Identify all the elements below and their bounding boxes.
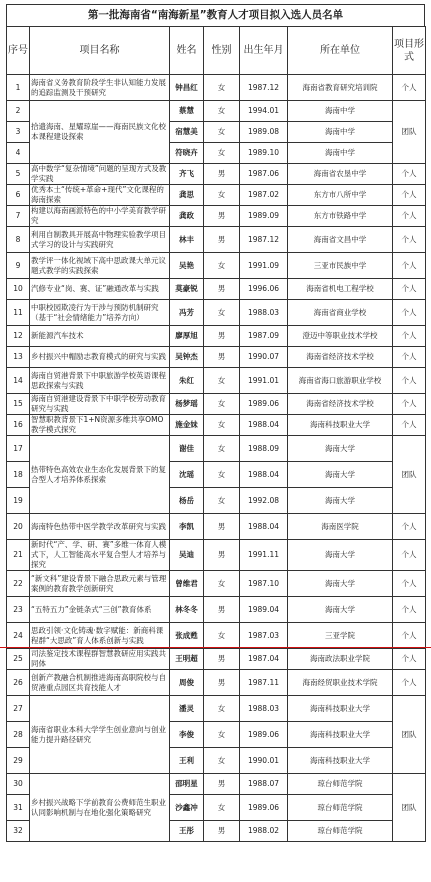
cell-no: 19 xyxy=(7,488,30,514)
cell-form: 个人 xyxy=(393,326,426,347)
cell-gender: 女 xyxy=(204,623,240,649)
cell-no: 10 xyxy=(7,279,30,300)
cell-unit: 三亚学院 xyxy=(288,623,393,649)
cell-name: 沙鑫冲 xyxy=(170,795,204,821)
cell-birth: 1989.04 xyxy=(240,597,288,623)
cell-unit: 海南大学 xyxy=(288,488,393,514)
header-no: 序号 xyxy=(7,27,30,75)
cell-project: 海南省义务教育阶段学生非认知能力发展的追踪监测及干预研究 xyxy=(30,75,170,101)
cell-project: 乡村振兴战略下学前教育公费师范生职业认同影响机制与在地化强化策略研究 xyxy=(30,774,170,842)
document-title: 第一批海南省“南海新星”教育人才项目拟入选人员名单 xyxy=(6,4,425,26)
cell-gender: 女 xyxy=(204,795,240,821)
cell-name: 谢佳 xyxy=(170,436,204,462)
cell-unit: 海南大学 xyxy=(288,571,393,597)
header-row xyxy=(7,27,426,75)
table-row xyxy=(7,394,426,415)
cell-name: 蔡慧 xyxy=(170,101,204,122)
header-gender: 性别 xyxy=(204,27,240,75)
table-row xyxy=(7,415,426,436)
cell-birth: 1987.09 xyxy=(240,326,288,347)
cell-birth: 1989.06 xyxy=(240,722,288,748)
cell-no: 8 xyxy=(7,227,30,253)
cell-gender: 女 xyxy=(204,488,240,514)
table-row xyxy=(7,279,426,300)
cell-no: 5 xyxy=(7,164,30,185)
cell-name: 龚思 xyxy=(170,185,204,206)
table-row xyxy=(7,347,426,368)
cell-form: 团队 xyxy=(393,774,426,842)
cell-gender: 男 xyxy=(204,326,240,347)
cell-name: 符晓卉 xyxy=(170,143,204,164)
cell-gender: 女 xyxy=(204,143,240,164)
cell-project: 海南自贸港建设背景下中职学校劳动教育研究与实践 xyxy=(30,394,170,415)
cell-name: 潘灵 xyxy=(170,696,204,722)
cell-project: 新时代“产、学、研、赛”多维一体育人模式下，人工智能高水平复合型人才培养与探究 xyxy=(30,540,170,571)
cell-form: 团队 xyxy=(393,436,426,514)
cell-birth: 1994.01 xyxy=(240,101,288,122)
cell-birth: 1987.10 xyxy=(240,571,288,597)
cell-gender: 女 xyxy=(204,571,240,597)
cell-no: 9 xyxy=(7,253,30,279)
cell-name: 莫豪锐 xyxy=(170,279,204,300)
table-row xyxy=(7,649,426,670)
table-row xyxy=(7,368,426,394)
cell-gender: 女 xyxy=(204,415,240,436)
cell-gender: 男 xyxy=(204,347,240,368)
cell-name: 王利 xyxy=(170,748,204,774)
cell-gender: 男 xyxy=(204,206,240,227)
table-row xyxy=(7,253,426,279)
cell-name: 施金妹 xyxy=(170,415,204,436)
cell-gender: 女 xyxy=(204,122,240,143)
cell-project: 汽修专业“岗、赛、证”融通改革与实践 xyxy=(30,279,170,300)
cell-gender: 女 xyxy=(204,300,240,326)
cell-name: 龚政 xyxy=(170,206,204,227)
cell-name: 李凯 xyxy=(170,514,204,540)
cell-gender: 男 xyxy=(204,774,240,795)
cell-form: 个人 xyxy=(393,75,426,101)
cell-no: 25 xyxy=(7,649,30,670)
cell-project: 思政引领·文化铸魂·数字赋能：新商科课程群“大思政”育人体系创新与实践 xyxy=(30,623,170,649)
cell-name: 李俊 xyxy=(170,722,204,748)
cell-unit: 海南大学 xyxy=(288,436,393,462)
cell-no: 18 xyxy=(7,462,30,488)
cell-birth: 1987.04 xyxy=(240,649,288,670)
cell-form: 个人 xyxy=(393,227,426,253)
cell-no: 20 xyxy=(7,514,30,540)
cell-form: 个人 xyxy=(393,597,426,623)
table-row xyxy=(7,597,426,623)
cell-birth: 1987.02 xyxy=(240,185,288,206)
cell-birth: 1992.08 xyxy=(240,488,288,514)
cell-gender: 男 xyxy=(204,540,240,571)
cell-name: 沈瑶 xyxy=(170,462,204,488)
cell-unit: 琼台师范学院 xyxy=(288,774,393,795)
cell-gender: 女 xyxy=(204,101,240,122)
cell-name: 邵明星 xyxy=(170,774,204,795)
cell-form: 个人 xyxy=(393,415,426,436)
cell-birth: 1991.09 xyxy=(240,253,288,279)
cell-birth: 1988.03 xyxy=(240,300,288,326)
cell-project: 构建以海南画派特色的中小学美育教学研究 xyxy=(30,206,170,227)
cell-birth: 1987.11 xyxy=(240,670,288,696)
cell-unit: 澄迈中等职业技术学校 xyxy=(288,326,393,347)
table-row xyxy=(7,227,426,253)
table-row xyxy=(7,670,426,696)
cell-no: 16 xyxy=(7,415,30,436)
cell-unit: 东方市铁路中学 xyxy=(288,206,393,227)
cell-name: 王彤 xyxy=(170,821,204,842)
cell-project: “五特五力”金链条式“三创”教育体系 xyxy=(30,597,170,623)
cell-gender: 女 xyxy=(204,75,240,101)
cell-birth: 1989.08 xyxy=(240,122,288,143)
cell-unit: 海南经贸职业技术学院 xyxy=(288,670,393,696)
cell-birth: 1990.07 xyxy=(240,347,288,368)
cell-gender: 男 xyxy=(204,597,240,623)
cell-birth: 1988.07 xyxy=(240,774,288,795)
table-row xyxy=(7,571,426,597)
cell-project: 司法鉴定技术课程群智慧教研应用实践共同体 xyxy=(30,649,170,670)
table-row xyxy=(7,623,426,649)
cell-name: 林丰 xyxy=(170,227,204,253)
cell-gender: 女 xyxy=(204,394,240,415)
cell-form: 个人 xyxy=(393,164,426,185)
cell-no: 3 xyxy=(7,122,30,143)
cell-form: 个人 xyxy=(393,394,426,415)
cell-project: 优秀本土“传统+革命+现代”文化课程的海南探索 xyxy=(30,185,170,206)
candidate-table xyxy=(6,26,426,842)
cell-name: 王明超 xyxy=(170,649,204,670)
cell-birth: 1988.04 xyxy=(240,514,288,540)
cell-unit: 海南大学 xyxy=(288,462,393,488)
cell-project: “新文科”建设背景下融合思政元素与管理案例的教育教学创新研究 xyxy=(30,571,170,597)
cell-birth: 1996.06 xyxy=(240,279,288,300)
table-row xyxy=(7,101,426,122)
cell-gender: 女 xyxy=(204,368,240,394)
cell-gender: 女 xyxy=(204,748,240,774)
table-row xyxy=(7,206,426,227)
cell-birth: 1988.03 xyxy=(240,696,288,722)
cell-project: 利用自制教具开展高中物理实验教学项目式学习的设计与实践研究 xyxy=(30,227,170,253)
cell-unit: 海南医学院 xyxy=(288,514,393,540)
cell-unit: 海南省教育研究培训院 xyxy=(288,75,393,101)
cell-unit: 海南大学 xyxy=(288,540,393,571)
cell-gender: 男 xyxy=(204,514,240,540)
cell-name: 冯芳 xyxy=(170,300,204,326)
cell-no: 28 xyxy=(7,722,30,748)
cell-no: 31 xyxy=(7,795,30,821)
cell-form: 个人 xyxy=(393,571,426,597)
cell-project: 海南自贸港背景下中职旅游学校英语课程思政探索与实践 xyxy=(30,368,170,394)
cell-unit: 琼台师范学院 xyxy=(288,795,393,821)
cell-no: 15 xyxy=(7,394,30,415)
table-row xyxy=(7,514,426,540)
cell-no: 6 xyxy=(7,185,30,206)
cell-gender: 女 xyxy=(204,436,240,462)
cell-unit: 海南科技职业大学 xyxy=(288,696,393,722)
cell-form: 团队 xyxy=(393,101,426,164)
cell-form: 个人 xyxy=(393,300,426,326)
cell-gender: 男 xyxy=(204,227,240,253)
table-row xyxy=(7,300,426,326)
table-row xyxy=(7,185,426,206)
cell-name: 齐飞 xyxy=(170,164,204,185)
cell-name: 廖厚旭 xyxy=(170,326,204,347)
cell-no: 29 xyxy=(7,748,30,774)
cell-birth: 1988.04 xyxy=(240,462,288,488)
cell-birth: 1989.06 xyxy=(240,394,288,415)
cell-form: 个人 xyxy=(393,185,426,206)
cell-project: 创新产教融合机制推进海南高职院校与自贸港重点园区共育技能人才 xyxy=(30,670,170,696)
table-row xyxy=(7,540,426,571)
cell-no: 26 xyxy=(7,670,30,696)
cell-birth: 1989.10 xyxy=(240,143,288,164)
cell-birth: 1989.09 xyxy=(240,206,288,227)
cell-no: 2 xyxy=(7,101,30,122)
cell-unit: 海南省农垦中学 xyxy=(288,164,393,185)
table-row xyxy=(7,164,426,185)
cell-unit: 东方市八所中学 xyxy=(288,185,393,206)
cell-unit: 海南省经济技术学校 xyxy=(288,394,393,415)
cell-no: 30 xyxy=(7,774,30,795)
cell-project: 热带特色高效农业生态化发展背景下的复合型人才培养体系探索 xyxy=(30,436,170,514)
table-row xyxy=(7,696,426,722)
cell-name: 杨岳 xyxy=(170,488,204,514)
cell-name: 宿慧美 xyxy=(170,122,204,143)
cell-birth: 1988.02 xyxy=(240,821,288,842)
table-row xyxy=(7,326,426,347)
cell-no: 24 xyxy=(7,623,30,649)
cell-gender: 男 xyxy=(204,649,240,670)
cell-project: 拾遗海南、星耀琼崖——海南民族文化校本课程建设探索 xyxy=(30,101,170,164)
header-name: 姓名 xyxy=(170,27,204,75)
cell-no: 13 xyxy=(7,347,30,368)
cell-unit: 海南省经济技术学校 xyxy=(288,347,393,368)
cell-form: 个人 xyxy=(393,347,426,368)
cell-form: 个人 xyxy=(393,670,426,696)
cell-gender: 男 xyxy=(204,279,240,300)
cell-gender: 女 xyxy=(204,722,240,748)
cell-birth: 1987.12 xyxy=(240,227,288,253)
cell-project: 新能源汽车技术 xyxy=(30,326,170,347)
cell-form: 个人 xyxy=(393,540,426,571)
cell-name: 朱红 xyxy=(170,368,204,394)
cell-form: 个人 xyxy=(393,514,426,540)
cell-no: 14 xyxy=(7,368,30,394)
red-divider-line xyxy=(0,647,431,648)
cell-form: 个人 xyxy=(393,253,426,279)
cell-unit: 海南科技职业大学 xyxy=(288,415,393,436)
header-project: 项目名称 xyxy=(30,27,170,75)
cell-gender: 女 xyxy=(204,185,240,206)
cell-name: 周俊 xyxy=(170,670,204,696)
cell-birth: 1991.11 xyxy=(240,540,288,571)
cell-birth: 1987.03 xyxy=(240,623,288,649)
cell-gender: 女 xyxy=(204,253,240,279)
cell-form: 个人 xyxy=(393,206,426,227)
cell-form: 团队 xyxy=(393,696,426,774)
cell-unit: 海南省商业学校 xyxy=(288,300,393,326)
cell-no: 12 xyxy=(7,326,30,347)
cell-no: 17 xyxy=(7,436,30,462)
cell-no: 4 xyxy=(7,143,30,164)
cell-name: 林冬冬 xyxy=(170,597,204,623)
cell-project: 中职校园欺凌行为干涉与预防机制研究（基于“社会情绪能力”培养方向） xyxy=(30,300,170,326)
cell-unit: 海南大学 xyxy=(288,597,393,623)
cell-form: 个人 xyxy=(393,279,426,300)
cell-name: 曾维君 xyxy=(170,571,204,597)
cell-gender: 女 xyxy=(204,696,240,722)
cell-unit: 海南中学 xyxy=(288,101,393,122)
cell-no: 22 xyxy=(7,571,30,597)
cell-unit: 琼台师范学院 xyxy=(288,821,393,842)
table-row xyxy=(7,774,426,795)
cell-unit: 海南省机电工程学校 xyxy=(288,279,393,300)
table-row xyxy=(7,75,426,101)
cell-unit: 海南科技职业大学 xyxy=(288,748,393,774)
cell-name: 吴艳 xyxy=(170,253,204,279)
cell-form: 个人 xyxy=(393,649,426,670)
cell-unit: 海南政法职业学院 xyxy=(288,649,393,670)
cell-project: 教学评一体化视域下高中思政课大单元议题式教学的实践探索 xyxy=(30,253,170,279)
cell-birth: 1988.04 xyxy=(240,415,288,436)
cell-no: 21 xyxy=(7,540,30,571)
cell-form: 个人 xyxy=(393,368,426,394)
cell-project: 乡村振兴中帽励志教育模式的研究与实践 xyxy=(30,347,170,368)
cell-unit: 海南省文昌中学 xyxy=(288,227,393,253)
cell-project: 高中数学“复杂情境”问题的呈现方式及教学实践 xyxy=(30,164,170,185)
cell-name: 钟昌红 xyxy=(170,75,204,101)
cell-unit: 海南科技职业大学 xyxy=(288,722,393,748)
cell-unit: 海南中学 xyxy=(288,143,393,164)
cell-no: 11 xyxy=(7,300,30,326)
cell-no: 27 xyxy=(7,696,30,722)
table-row xyxy=(7,436,426,462)
cell-no: 7 xyxy=(7,206,30,227)
header-birth: 出生年月 xyxy=(240,27,288,75)
cell-gender: 男 xyxy=(204,821,240,842)
cell-name: 吴钟杰 xyxy=(170,347,204,368)
header-form: 项目形式 xyxy=(393,27,426,75)
cell-unit: 海南省海口旅游职业学校 xyxy=(288,368,393,394)
cell-name: 杨梦瑶 xyxy=(170,394,204,415)
cell-no: 1 xyxy=(7,75,30,101)
cell-birth: 1988.09 xyxy=(240,436,288,462)
cell-birth: 1990.01 xyxy=(240,748,288,774)
cell-gender: 女 xyxy=(204,462,240,488)
header-unit: 所在单位 xyxy=(288,27,393,75)
cell-no: 23 xyxy=(7,597,30,623)
cell-name: 张成甦 xyxy=(170,623,204,649)
cell-project: 智慧职教背景下1+N资源多维共享OMO教学模式探究 xyxy=(30,415,170,436)
cell-gender: 男 xyxy=(204,164,240,185)
cell-form: 个人 xyxy=(393,623,426,649)
cell-unit: 三亚市民族中学 xyxy=(288,253,393,279)
cell-name: 吴迪 xyxy=(170,540,204,571)
cell-birth: 1987.06 xyxy=(240,164,288,185)
cell-gender: 男 xyxy=(204,670,240,696)
cell-project: 海南省职业本科大学学生创业意向与创业能力提升路径研究 xyxy=(30,696,170,774)
cell-birth: 1987.12 xyxy=(240,75,288,101)
table-body xyxy=(7,75,426,842)
cell-birth: 1991.01 xyxy=(240,368,288,394)
cell-birth: 1989.06 xyxy=(240,795,288,821)
cell-no: 32 xyxy=(7,821,30,842)
cell-project: 海南特色热带中医学教学改革研究与实践 xyxy=(30,514,170,540)
cell-unit: 海南中学 xyxy=(288,122,393,143)
